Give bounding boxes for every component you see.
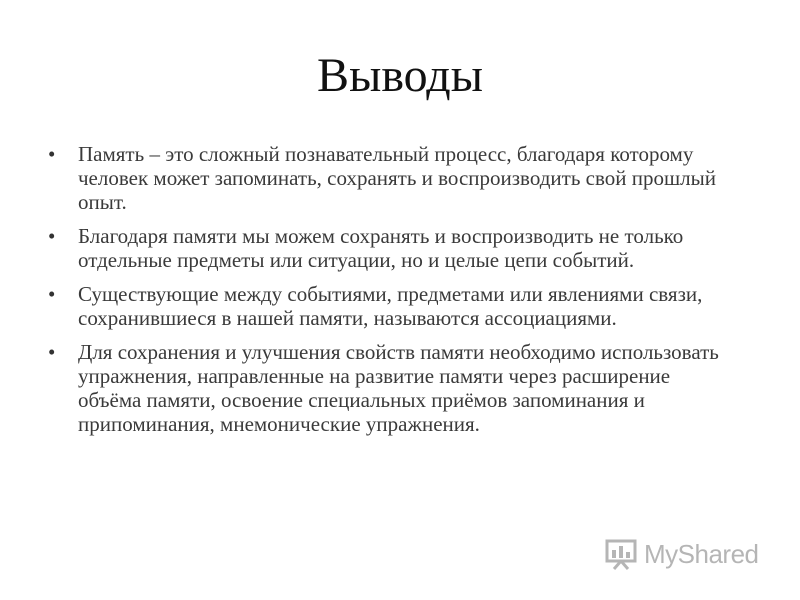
bullet-text: Память – это сложный познавательный процесс, благодаря которому человек может запоминать, сохранять и воспроизводить свой прошлый опыт. — [78, 142, 716, 214]
bullet-dot: • — [48, 282, 56, 306]
myshared-watermark — [604, 534, 759, 574]
bullet-item — [48, 340, 738, 436]
bullet-item — [48, 282, 738, 330]
watermark-text: MyShared — [644, 538, 759, 569]
bullet-text: Для сохранения и улучшения свойств памяти необходимо использовать упражнения, направленные на развитие памяти через расширение объёма памяти, освоение специальных приёмов запоминания и припоминания, мнемонические упражнения. — [78, 340, 719, 436]
bullet-item — [48, 142, 738, 214]
bullet-dot: • — [48, 340, 56, 364]
bullet-text: Благодаря памяти мы можем сохранять и воспроизводить не только отдельные предметы или ситуации, но и целые цепи событий. — [78, 224, 684, 272]
bullet-dot: • — [48, 224, 56, 248]
bullet-item — [48, 224, 738, 272]
bullet-text: Существующие между событиями, предметами или явлениями связи, сохранившиеся в нашей памяти, называются ассоциациями. — [78, 282, 703, 330]
presentation-board-icon — [604, 537, 638, 571]
bullet-dot: • — [48, 142, 56, 166]
slide-title: Выводы — [317, 49, 483, 102]
bullet-list — [48, 142, 738, 446]
